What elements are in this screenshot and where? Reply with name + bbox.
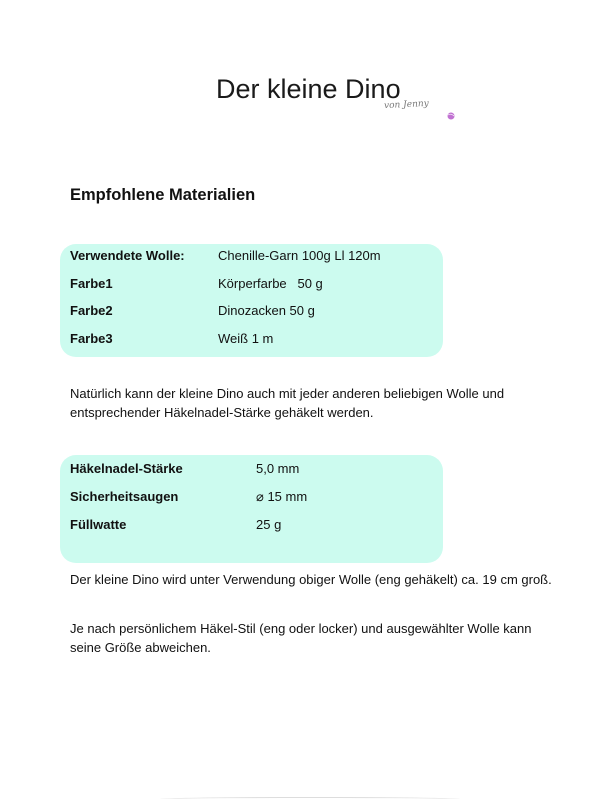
tool-label-nadel: Häkelnadel-Stärke [70,461,183,476]
yarn-value-farbe2: Dinozacken 50 g [218,303,315,318]
tool-value-watte: 25 g [256,517,282,532]
yarn-value-farbe1: Körperfarbe 50 g [218,276,323,291]
yarn-label-farbe1: Farbe1 [70,276,113,291]
tool-label-watte: Füllwatte [70,517,127,532]
yarn-ball-icon [446,110,456,120]
signature: von Jenny [383,98,430,112]
document-title [216,74,401,105]
tool-value-nadel: 5,0 mm [256,461,300,476]
page-edge [160,797,460,801]
yarn-label-farbe3: Farbe3 [70,331,113,346]
tool-label-augen: Sicherheitsaugen [70,489,179,504]
title-text: Der kleine Dino [216,74,401,104]
yarn-label-wolle: Verwendete Wolle: [70,248,185,263]
tool-value-augen: ⌀ 15 mm [256,489,308,504]
note-paragraph: Natürlich kann der kleine Dino auch mit jeder anderen beliebigen Wolle und entsprechender Häkelnadel-Stärke gehäkelt werden. [70,386,505,420]
yarn-label-farbe2: Farbe2 [70,303,113,318]
yarn-value-wolle: Chenille-Garn 100g Ll 120m [218,248,381,263]
size-paragraph: Der kleine Dino wird unter Verwendung obiger Wolle (eng gehäkelt) ca. 19 cm groß. [70,572,552,587]
style-paragraph: Je nach persönlichem Häkel-Stil (eng oder locker) und ausgewählter Wolle kann seine Größe abweichen. [70,621,532,655]
yarn-value-farbe3: Weiß 1 m [218,331,274,346]
section-heading: Empfohlene Materialien [70,186,256,204]
